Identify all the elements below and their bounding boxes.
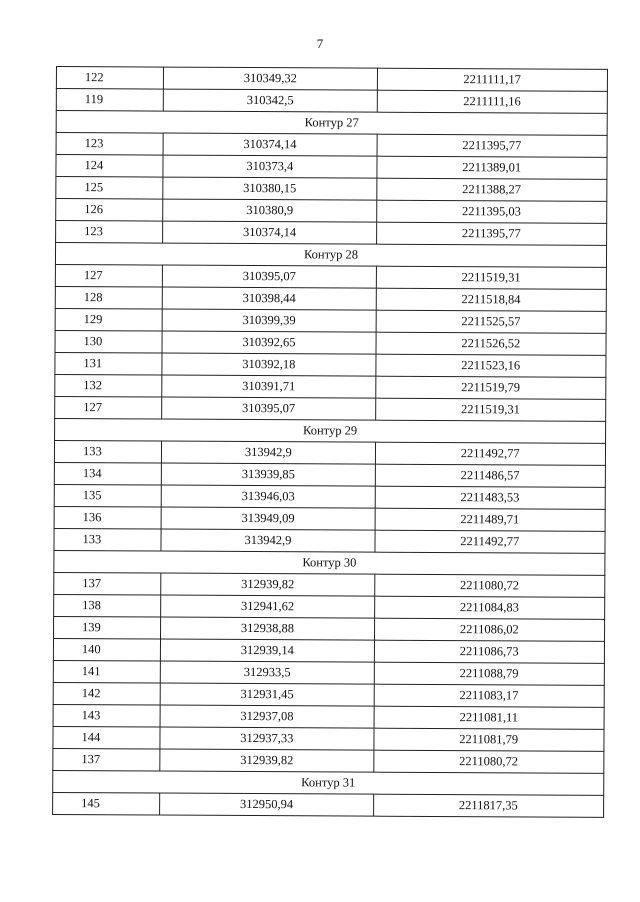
x-coordinate-cell: 310349,32 [164, 67, 377, 90]
x-coordinate-cell: 310391,71 [162, 375, 375, 398]
point-number-cell: 123 [56, 133, 163, 156]
x-coordinate-cell: 310395,07 [162, 397, 375, 420]
table-row [56, 133, 607, 158]
table-row [56, 199, 607, 224]
x-coordinate-cell: 312939,14 [161, 639, 374, 662]
x-coordinate-cell: 312937,33 [160, 727, 373, 750]
y-coordinate-cell: 2211817,35 [373, 794, 604, 817]
table-row [53, 748, 604, 773]
point-number-cell: 123 [56, 221, 163, 244]
contour-label: Контур 30 [54, 550, 605, 575]
y-coordinate-cell: 2211486,57 [375, 464, 606, 487]
y-coordinate-cell: 2211111,17 [377, 68, 608, 91]
coordinates-table [52, 66, 608, 818]
point-number-cell: 137 [54, 572, 161, 595]
y-coordinate-cell: 2211086,73 [374, 640, 605, 663]
y-coordinate-cell: 2211395,77 [376, 222, 607, 245]
contour-label: Контур 27 [56, 111, 607, 136]
table-row [53, 704, 604, 729]
point-number-cell: 129 [55, 308, 162, 331]
table-row [54, 594, 605, 619]
y-coordinate-cell: 2211395,03 [376, 200, 607, 223]
point-number-cell: 127 [55, 396, 162, 419]
contour-label: Контур 28 [55, 243, 606, 268]
y-coordinate-cell: 2211083,17 [374, 684, 605, 707]
y-coordinate-cell: 2211492,77 [375, 442, 606, 465]
x-coordinate-cell: 310373,4 [163, 155, 376, 178]
y-coordinate-cell: 2211080,72 [374, 574, 605, 597]
table-row [56, 67, 607, 92]
x-coordinate-cell: 312941,62 [161, 595, 374, 618]
point-number-cell: 133 [54, 440, 161, 463]
contour-header-row [53, 770, 604, 795]
contour-header-row [55, 418, 606, 443]
x-coordinate-cell: 313939,85 [162, 463, 375, 486]
point-number-cell: 128 [55, 286, 162, 309]
table-row [54, 616, 605, 641]
x-coordinate-cell: 312937,08 [160, 705, 373, 728]
x-coordinate-cell: 310392,18 [162, 353, 375, 376]
x-coordinate-cell: 310374,14 [163, 221, 376, 244]
table-row [54, 506, 605, 531]
y-coordinate-cell: 2211086,02 [374, 618, 605, 641]
table-row [53, 792, 604, 817]
y-coordinate-cell: 2211518,84 [376, 288, 607, 311]
contour-label: Контур 29 [55, 418, 606, 443]
table-row [55, 308, 606, 333]
point-number-cell: 130 [55, 330, 162, 353]
table-row [54, 572, 605, 597]
y-coordinate-cell: 2211088,79 [374, 662, 605, 685]
point-number-cell: 134 [54, 462, 161, 485]
point-number-cell: 142 [53, 682, 160, 705]
point-number-cell: 136 [54, 506, 161, 529]
y-coordinate-cell: 2211526,52 [375, 332, 606, 355]
x-coordinate-cell: 310399,39 [162, 309, 375, 332]
point-number-cell: 138 [54, 594, 161, 617]
table-row [55, 330, 606, 355]
y-coordinate-cell: 2211523,16 [375, 354, 606, 377]
y-coordinate-cell: 2211395,77 [377, 134, 608, 157]
coordinates-table-body [53, 67, 608, 818]
x-coordinate-cell: 310380,9 [163, 199, 376, 222]
x-coordinate-cell: 310342,5 [164, 89, 377, 112]
contour-label: Контур 31 [53, 770, 604, 795]
x-coordinate-cell: 310380,15 [163, 177, 376, 200]
point-number-cell: 144 [53, 726, 160, 749]
y-coordinate-cell: 2211483,53 [375, 486, 606, 509]
point-number-cell: 132 [55, 374, 162, 397]
point-number-cell: 143 [53, 704, 160, 727]
x-coordinate-cell: 313949,09 [161, 507, 374, 530]
point-number-cell: 119 [56, 89, 163, 112]
y-coordinate-cell: 2211519,79 [375, 376, 606, 399]
point-number-cell: 137 [53, 748, 160, 771]
y-coordinate-cell: 2211081,79 [373, 728, 604, 751]
y-coordinate-cell: 2211489,71 [375, 508, 606, 531]
table-row [54, 462, 605, 487]
table-row [53, 638, 604, 663]
x-coordinate-cell: 312933,5 [161, 661, 374, 684]
table-row [55, 352, 606, 377]
table-row [56, 155, 607, 180]
y-coordinate-cell: 2211081,11 [374, 706, 605, 729]
x-coordinate-cell: 310395,07 [163, 265, 376, 288]
table-row [56, 177, 607, 202]
point-number-cell: 131 [55, 352, 162, 375]
point-number-cell: 145 [53, 792, 160, 815]
x-coordinate-cell: 310374,14 [163, 133, 376, 156]
y-coordinate-cell: 2211389,01 [376, 156, 607, 179]
point-number-cell: 127 [55, 264, 162, 287]
table-row [55, 396, 606, 421]
point-number-cell: 126 [56, 199, 163, 222]
point-number-cell: 141 [53, 660, 160, 683]
contour-header-row [56, 111, 607, 136]
y-coordinate-cell: 2211084,83 [374, 596, 605, 619]
x-coordinate-cell: 310398,44 [163, 287, 376, 310]
x-coordinate-cell: 312939,82 [161, 573, 374, 596]
contour-header-row [54, 550, 605, 575]
table-row [54, 440, 605, 465]
point-number-cell: 135 [54, 484, 161, 507]
table-row [54, 528, 605, 553]
table-row [53, 682, 604, 707]
table-row [53, 660, 604, 685]
x-coordinate-cell: 312931,45 [160, 683, 373, 706]
y-coordinate-cell: 2211492,77 [374, 530, 605, 553]
x-coordinate-cell: 310392,65 [162, 331, 375, 354]
table-row [56, 221, 607, 246]
point-number-cell: 122 [56, 67, 163, 90]
y-coordinate-cell: 2211525,57 [376, 310, 607, 333]
y-coordinate-cell: 2211519,31 [375, 398, 606, 421]
point-number-cell: 140 [53, 638, 160, 661]
point-number-cell: 125 [56, 177, 163, 200]
y-coordinate-cell: 2211080,72 [373, 750, 604, 773]
table-row [53, 726, 604, 751]
x-coordinate-cell: 312938,88 [161, 617, 374, 640]
y-coordinate-cell: 2211388,27 [376, 178, 607, 201]
x-coordinate-cell: 312939,82 [160, 749, 373, 772]
table-row [54, 484, 605, 509]
x-coordinate-cell: 312950,94 [160, 793, 373, 816]
page-number: 7 [316, 36, 324, 51]
point-number-cell: 124 [56, 155, 163, 178]
x-coordinate-cell: 313942,9 [161, 529, 374, 552]
contour-header-row [55, 243, 606, 268]
y-coordinate-cell: 2211519,31 [376, 266, 607, 289]
point-number-cell: 133 [54, 528, 161, 551]
table-row [55, 264, 606, 289]
point-number-cell: 139 [54, 616, 161, 639]
table-row [56, 89, 607, 114]
y-coordinate-cell: 2211111,16 [377, 90, 608, 113]
table-row [55, 374, 606, 399]
x-coordinate-cell: 313942,9 [162, 441, 375, 464]
table-row [55, 286, 606, 311]
x-coordinate-cell: 313946,03 [162, 485, 375, 508]
